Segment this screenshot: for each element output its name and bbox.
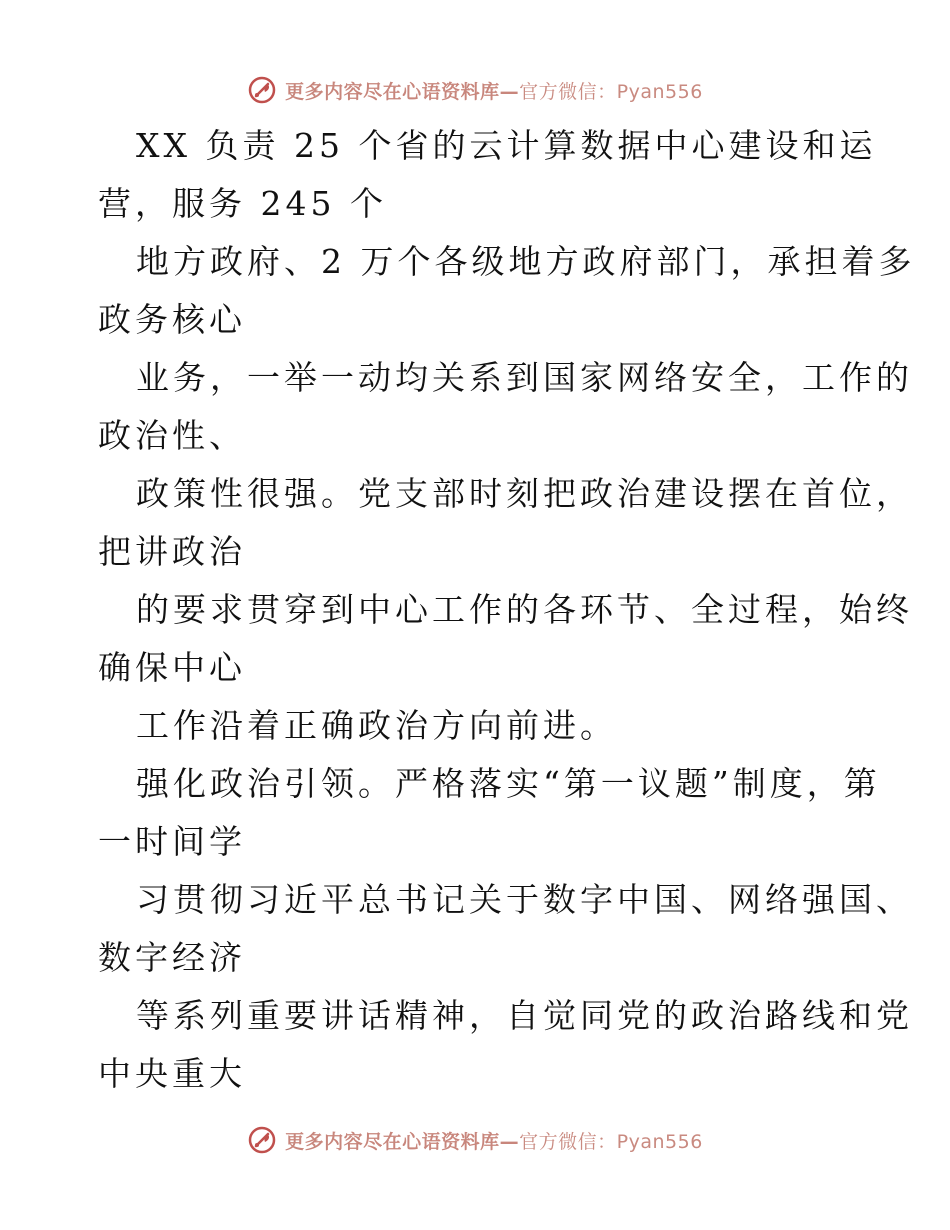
text-line: 强化政治引领。严格落实“第一议题”制度，第 bbox=[136, 764, 881, 803]
text-line: 地方政府、2 万个各级地方政府部门，承担着多 bbox=[136, 242, 916, 281]
text-line: 习贯彻习近平总书记关于数字中国、网络强国、 bbox=[136, 880, 913, 919]
quill-logo-icon bbox=[247, 75, 277, 105]
text-line: 营，服务 245 个 bbox=[98, 184, 387, 223]
text-line: XX 负责 25 个省的云计算数据中心建设和运 bbox=[136, 126, 877, 165]
watermark-text: 更多内容尽在心语资料库—官方微信：Pyan556 bbox=[285, 80, 703, 103]
text-line: 数字经济 bbox=[98, 938, 246, 977]
footer-watermark bbox=[0, 1120, 950, 1160]
quill-logo-icon bbox=[247, 1125, 277, 1155]
text-line: 的要求贯穿到中心工作的各环节、全过程，始终 bbox=[136, 590, 913, 629]
watermark-contact: 官方微信：Pyan556 bbox=[519, 80, 703, 103]
header-watermark bbox=[0, 70, 950, 110]
text-line: 中央重大 bbox=[98, 1054, 246, 1093]
text-line: 政务核心 bbox=[98, 300, 246, 339]
text-line: 把讲政治 bbox=[98, 532, 246, 571]
watermark-text: 更多内容尽在心语资料库—官方微信：Pyan556 bbox=[285, 1130, 703, 1153]
text-line: 一时间学 bbox=[98, 822, 246, 861]
text-line: 确保中心 bbox=[98, 648, 246, 687]
text-line: 工作沿着正确政治方向前进。 bbox=[136, 706, 617, 745]
text-line: 政策性很强。党支部时刻把政治建设摆在首位， bbox=[136, 474, 913, 513]
text-line: 政治性、 bbox=[98, 416, 246, 455]
watermark-contact: 官方微信：Pyan556 bbox=[519, 1130, 703, 1153]
text-line: 等系列重要讲话精神，自觉同党的政治路线和党 bbox=[136, 996, 913, 1035]
text-line: 业务，一举一动均关系到国家网络安全，工作的 bbox=[136, 358, 913, 397]
